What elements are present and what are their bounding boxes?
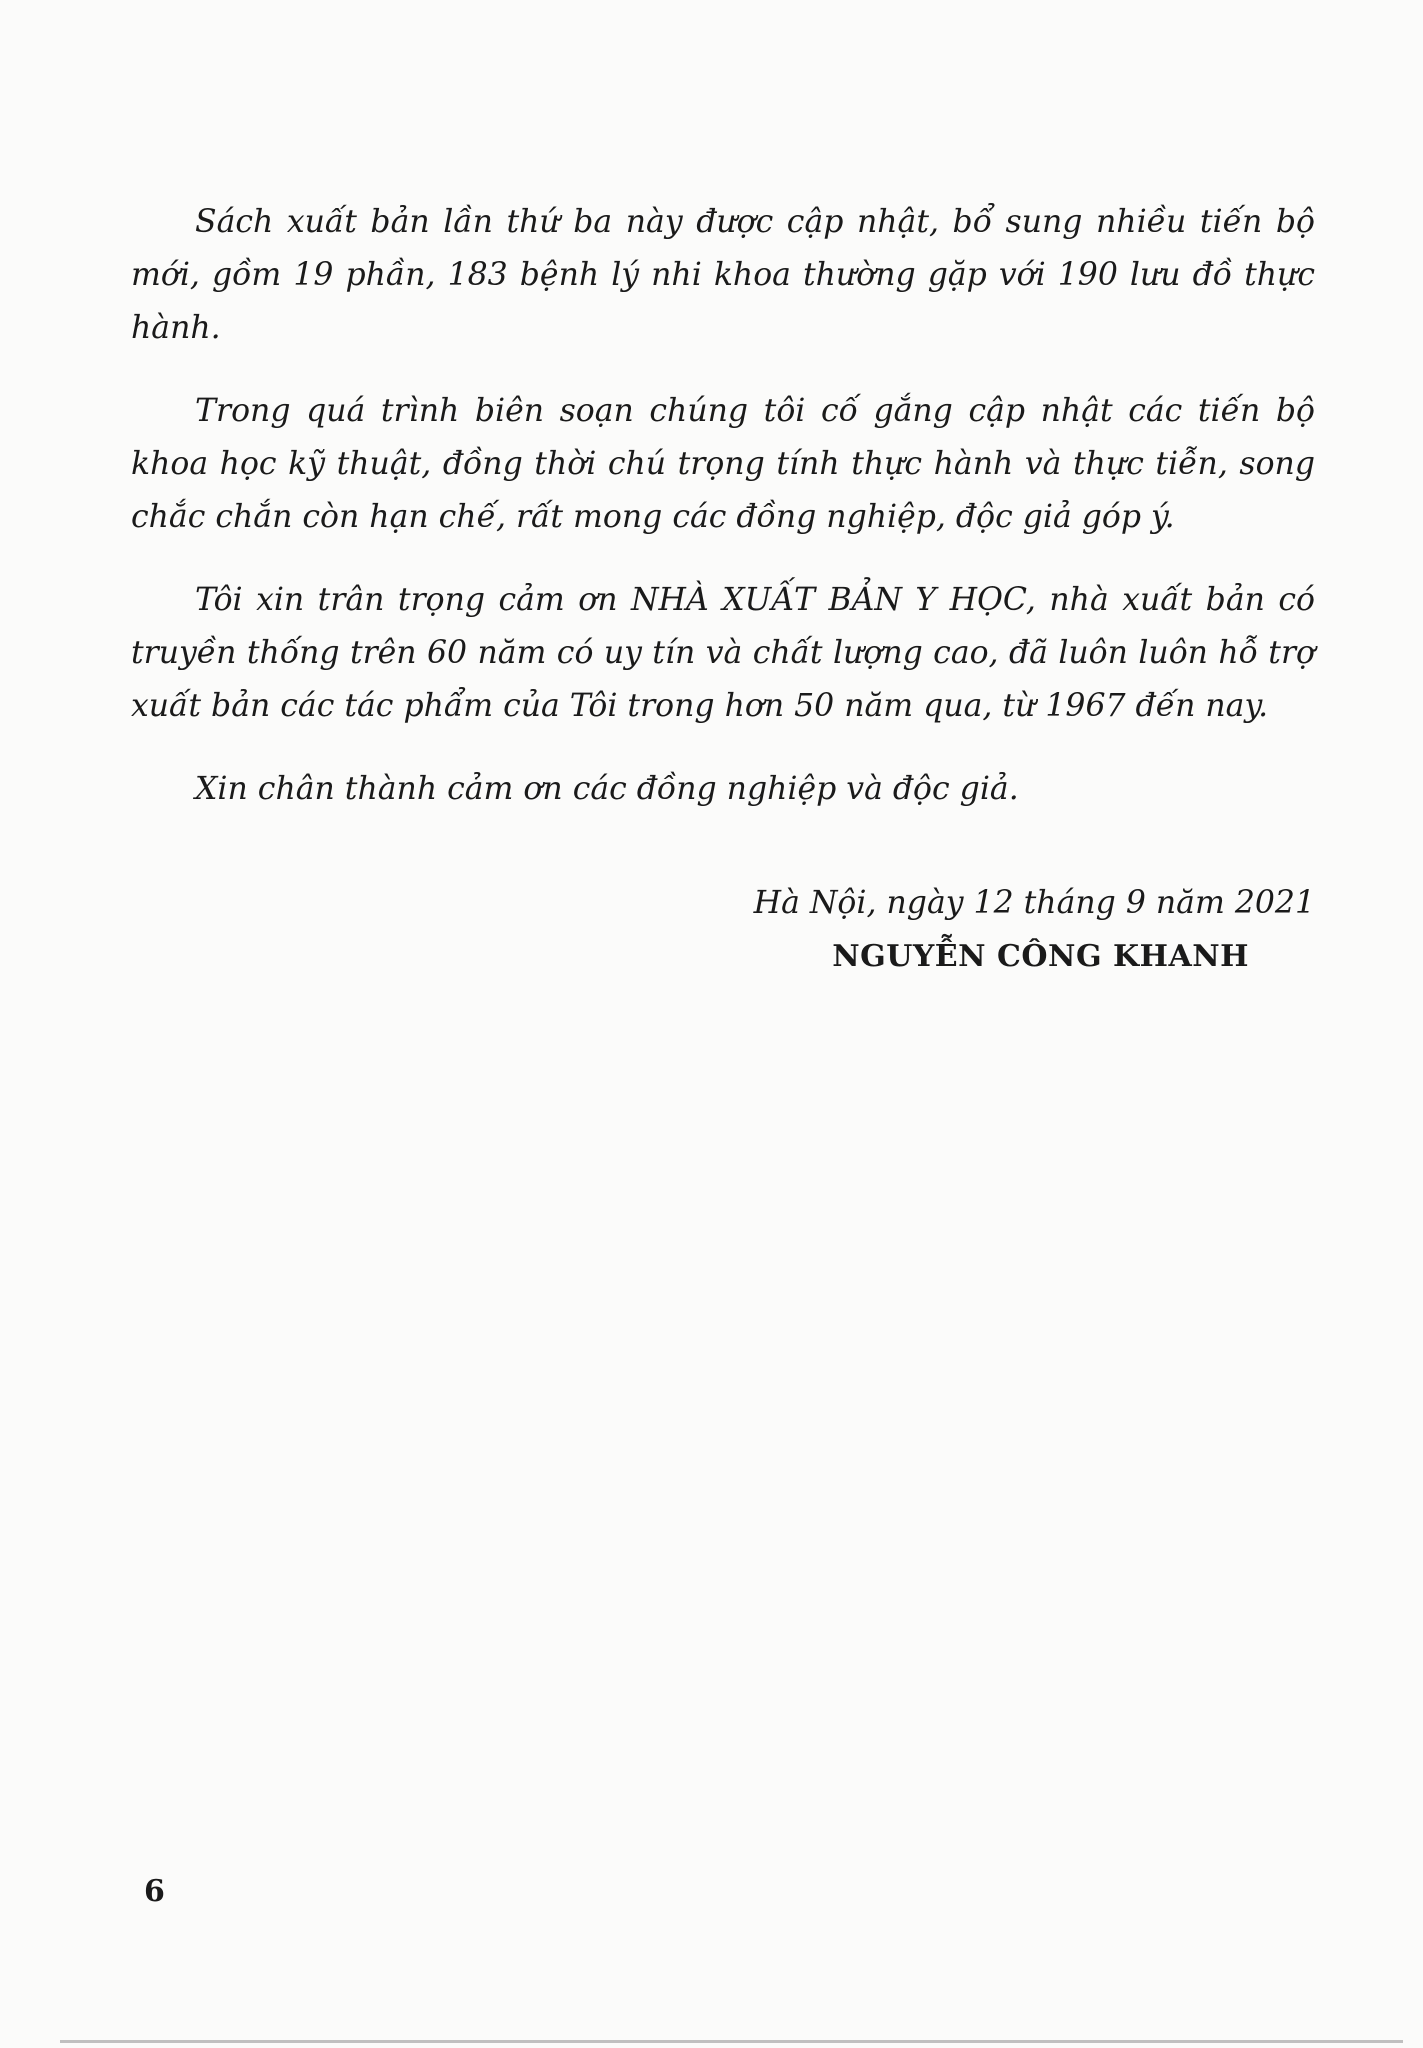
- page-number: 6: [144, 1874, 165, 1909]
- page-bottom-edge: [60, 2040, 1403, 2043]
- body-text: [131, 196, 1315, 846]
- paragraph-publisher-thanks: Tôi xin trân trọng cảm ơn NHÀ XUẤT BẢN Y HỌC, nhà xuất bản có truyền thống trên 60 năm có uy tín và chất lượng cao, đã luôn luôn hỗ trợ xuất bản các tác phẩm của Tôi trong hơn 50 năm qua, từ 1967 đến nay.: [131, 582, 1315, 724]
- paragraph-edition-update: Sách xuất bản lần thứ ba này được cập nhật, bổ sung nhiều tiến bộ mới, gồm 19 phần, 183 bệnh lý nhi khoa thường gặp với 190 lưu đồ thực hành.: [131, 204, 1315, 346]
- paragraph-closing-thanks: Xin chân thành cảm ơn các đồng nghiệp và độc giả.: [195, 771, 1019, 807]
- signature-date: Hà Nội, ngày 12 tháng 9 năm 2021: [753, 885, 1315, 921]
- author-name: NGUYỄN CÔNG KHANH: [832, 939, 1249, 974]
- signature-block: [754, 877, 1315, 983]
- paragraph-compilation-note: Trong quá trình biên soạn chúng tôi cố gắng cập nhật các tiến bộ khoa học kỹ thuật, đồng thời chú trọng tính thực hành và thực tiễn, song chắc chắn còn hạn chế, rất mong các đồng nghiệp, độc giả góp ý.: [131, 393, 1315, 535]
